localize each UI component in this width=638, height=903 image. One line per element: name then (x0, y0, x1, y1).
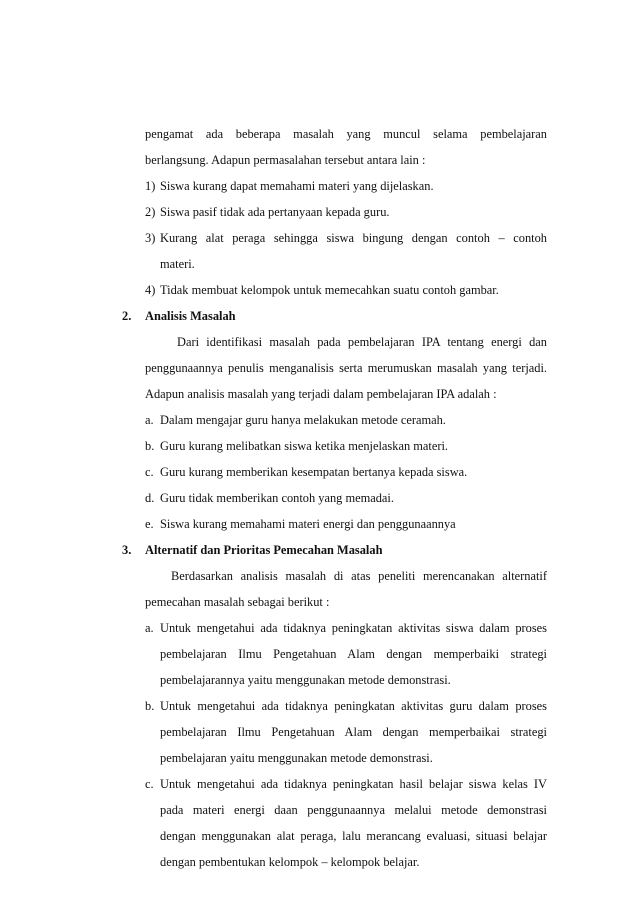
alternative-text-line-2: pada materi energi daan penggunaannya melalui metode demonstrasi (160, 803, 547, 817)
problem-item-3 (145, 230, 547, 246)
problem-text: Siswa pasif tidak ada pertanyaan kepada guru. (160, 205, 390, 219)
alternative-letter: b. (145, 699, 155, 713)
alternative-letter: c. (145, 777, 154, 791)
section-3-number: 3. (122, 543, 132, 557)
alternative-item-b (145, 698, 547, 714)
problem-item-2 (145, 204, 390, 220)
alternative-text-line-1: Untuk mengetahui ada tidaknya peningkatan hasil belajar siswa kelas IV (160, 777, 547, 791)
alternative-item-c (145, 776, 547, 792)
analysis-item-b (145, 438, 448, 454)
analysis-text: Dalam mengajar guru hanya melakukan metode ceramah. (160, 413, 446, 427)
analysis-letter: e. (145, 517, 154, 531)
section-2-para-line-3: Adapun analisis masalah yang terjadi dalam pembelajaran IPA adalah : (145, 387, 497, 401)
alternative-text-line-3: pembelajaran yaitu menggunakan metode demonstrasi. (160, 751, 433, 765)
problem-number: 2) (145, 205, 156, 219)
section-3-para-line-1: Berdasarkan analisis masalah di atas peneliti merencanakan alternatif (171, 569, 547, 583)
analysis-item-e (145, 516, 456, 532)
problem-item-4 (145, 282, 499, 298)
alternative-text-line-2: pembelajaran Ilmu Pengetahuan Alam dengan memperbaikai strategi (160, 725, 547, 739)
intro-line-1: pengamat ada beberapa masalah yang muncul selama pembelajaran (145, 127, 547, 141)
section-3-para-line-2: pemecahan masalah sebagai berikut : (145, 595, 330, 609)
analysis-item-d (145, 490, 394, 506)
analysis-text: Guru tidak memberikan contoh yang memadai. (160, 491, 394, 505)
section-2-number: 2. (122, 309, 132, 323)
problem-text: Siswa kurang dapat memahami materi yang dijelaskan. (160, 179, 434, 193)
problem-text: Kurang alat peraga sehingga siswa bingung dengan contoh – contoh (160, 231, 547, 245)
alternative-text-line-2: pembelajaran Ilmu Pengetahuan Alam dengan memperbaiki strategi (160, 647, 547, 661)
analysis-letter: a. (145, 413, 154, 427)
intro-line-2: berlangsung. Adapun permasalahan tersebut antara lain : (145, 153, 426, 167)
analysis-text: Siswa kurang memahami materi energi dan penggunaannya (160, 517, 456, 531)
analysis-letter: b. (145, 439, 155, 453)
analysis-text: Guru kurang melibatkan siswa ketika menjelaskan materi. (160, 439, 448, 453)
problem-number: 1) (145, 179, 156, 193)
alternative-item-a (145, 620, 547, 636)
section-2-para-line-1: Dari identifikasi masalah pada pembelajaran IPA tentang energi dan (177, 335, 547, 349)
alternative-text-line-3: dengan menggunakan alat peraga, lalu merancang evaluasi, situasi belajar (160, 829, 547, 843)
problem-text: Tidak membuat kelompok untuk memecahkan suatu contoh gambar. (160, 283, 499, 297)
alternative-letter: a. (145, 621, 154, 635)
alternative-text-line-3: pembelajarannya yaitu menggunakan metode demonstrasi. (160, 673, 451, 687)
analysis-letter: d. (145, 491, 155, 505)
alternative-text-line-1: Untuk mengetahui ada tidaknya peningkatan aktivitas guru dalam proses (160, 699, 547, 713)
section-2-para-line-2: penggunaannya penulis menganalisis serta merumuskan masalah yang terjadi. (145, 361, 547, 375)
alternative-text-line-4: dengan pembentukan kelompok – kelompok belajar. (160, 855, 420, 869)
section-2-title: Analisis Masalah (145, 309, 236, 323)
problem-item-3-cont: materi. (160, 257, 195, 271)
analysis-item-a (145, 412, 446, 428)
analysis-text: Guru kurang memberikan kesempatan bertanya kepada siswa. (160, 465, 468, 479)
problem-number: 4) (145, 283, 156, 297)
problem-item-1 (145, 178, 434, 194)
problem-number: 3) (145, 231, 156, 245)
analysis-item-c (145, 464, 467, 480)
alternative-text-line-1: Untuk mengetahui ada tidaknya peningkatan aktivitas siswa dalam proses (160, 621, 547, 635)
analysis-letter: c. (145, 465, 154, 479)
section-3-title: Alternatif dan Prioritas Pemecahan Masalah (145, 543, 383, 557)
